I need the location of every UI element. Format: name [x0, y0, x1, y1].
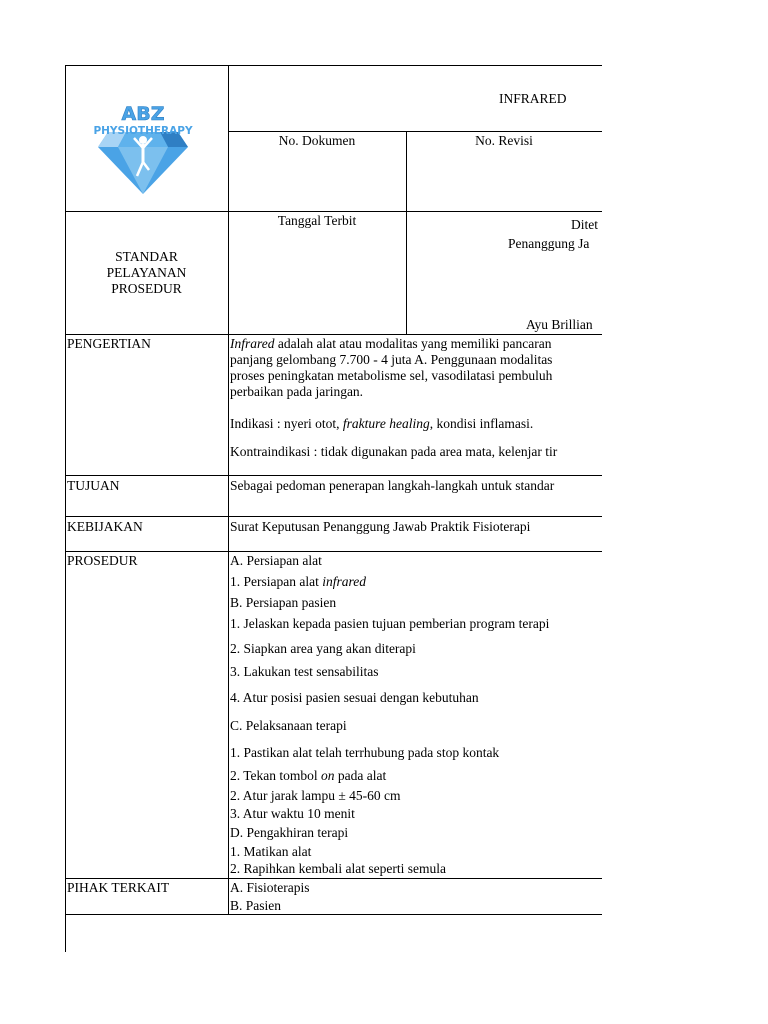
procedure-step: 2. Tekan tombol on pada alat [230, 768, 387, 783]
revision-header: No. Revisi [475, 133, 533, 148]
procedure-step: D. Pengakhiran terapi [230, 825, 349, 840]
section-label-prosedur: PROSEDUR [67, 553, 138, 568]
table-border [65, 65, 66, 952]
related-party: B. Pasien [230, 898, 282, 913]
definition-line: perbaikan pada jaringan. [230, 384, 364, 399]
svg-text:ABZ: ABZ [121, 103, 165, 125]
definition-line: proses peningkatan metabolisme sel, vasodilatasi pembuluh [230, 368, 553, 383]
sop-title-line3: PROSEDUR [111, 281, 182, 296]
sop-title-line2: PELAYANAN [106, 265, 187, 280]
section-label-pihak-terkait: PIHAK TERKAIT [67, 880, 170, 895]
related-party: A. Fisioterapis [230, 880, 310, 895]
issue-date-header: Tanggal Terbit [277, 213, 357, 228]
purpose-text: Sebagai pedoman penerapan langkah-langkah untuk standar [230, 478, 555, 493]
table-border [406, 131, 407, 334]
procedure-step: 2. Rapihkan kembali alat seperti semula [230, 861, 446, 876]
procedure-step: A. Persiapan alat [230, 553, 322, 568]
table-border [65, 211, 602, 212]
table-border [65, 914, 602, 915]
document-title: INFRARED [499, 91, 567, 106]
table-border [65, 551, 602, 552]
section-label-kebijakan: KEBIJAKAN [67, 519, 143, 534]
approval-label: Ditet [571, 217, 598, 232]
contraindication-line: Kontraindikasi : tidak digunakan pada area mata, kelenjar tir [230, 444, 558, 459]
procedure-step: 3. Atur waktu 10 menit [230, 806, 355, 821]
procedure-step: 1. Persiapan alat infrared [230, 574, 366, 589]
procedure-step: 3. Lakukan test sensabilitas [230, 664, 379, 679]
table-border [228, 65, 229, 915]
procedure-step: 2. Atur jarak lampu ± 45-60 cm [230, 788, 401, 803]
table-border [65, 65, 602, 66]
procedure-step: C. Pelaksanaan terapi [230, 718, 347, 733]
procedure-step: 1. Matikan alat [230, 844, 312, 859]
physiotherapy-logo [78, 72, 208, 200]
section-label-tujuan: TUJUAN [67, 478, 120, 493]
section-label-pengertian: PENGERTIAN [67, 336, 151, 351]
table-border [65, 334, 602, 335]
doc-number-header: No. Dokumen [278, 133, 356, 148]
table-border [65, 475, 602, 476]
approver-name: Ayu Brillian [526, 317, 593, 332]
procedure-step: 4. Atur posisi pasien sesuai dengan kebutuhan [230, 690, 479, 705]
svg-text:PHYSIOTHERAPY: PHYSIOTHERAPY [93, 125, 193, 137]
procedure-step: 1. Jelaskan kepada pasien tujuan pemberian program terapi [230, 616, 550, 631]
procedure-step: B. Persiapan pasien [230, 595, 337, 610]
policy-text: Surat Keputusan Penanggung Jawab Praktik Fisioterapi [230, 519, 531, 534]
table-border [228, 131, 602, 132]
table-border [65, 516, 602, 517]
table-border [65, 878, 602, 879]
sop-title-line1: STANDAR [115, 249, 178, 264]
procedure-step: 1. Pastikan alat telah terrhubung pada stop kontak [230, 745, 500, 760]
indication-line: Indikasi : nyeri otot, frakture healing, kondisi inflamasi. [230, 416, 534, 431]
procedure-step: 2. Siapkan area yang akan diterapi [230, 641, 416, 656]
definition-line: Infrared adalah alat atau modalitas yang memiliki pancaran [230, 336, 552, 351]
definition-line: panjang gelombang 7.700 - 4 juta A. Penggunaan modalitas [230, 352, 553, 367]
approval-role: Penanggung Ja [508, 236, 590, 251]
